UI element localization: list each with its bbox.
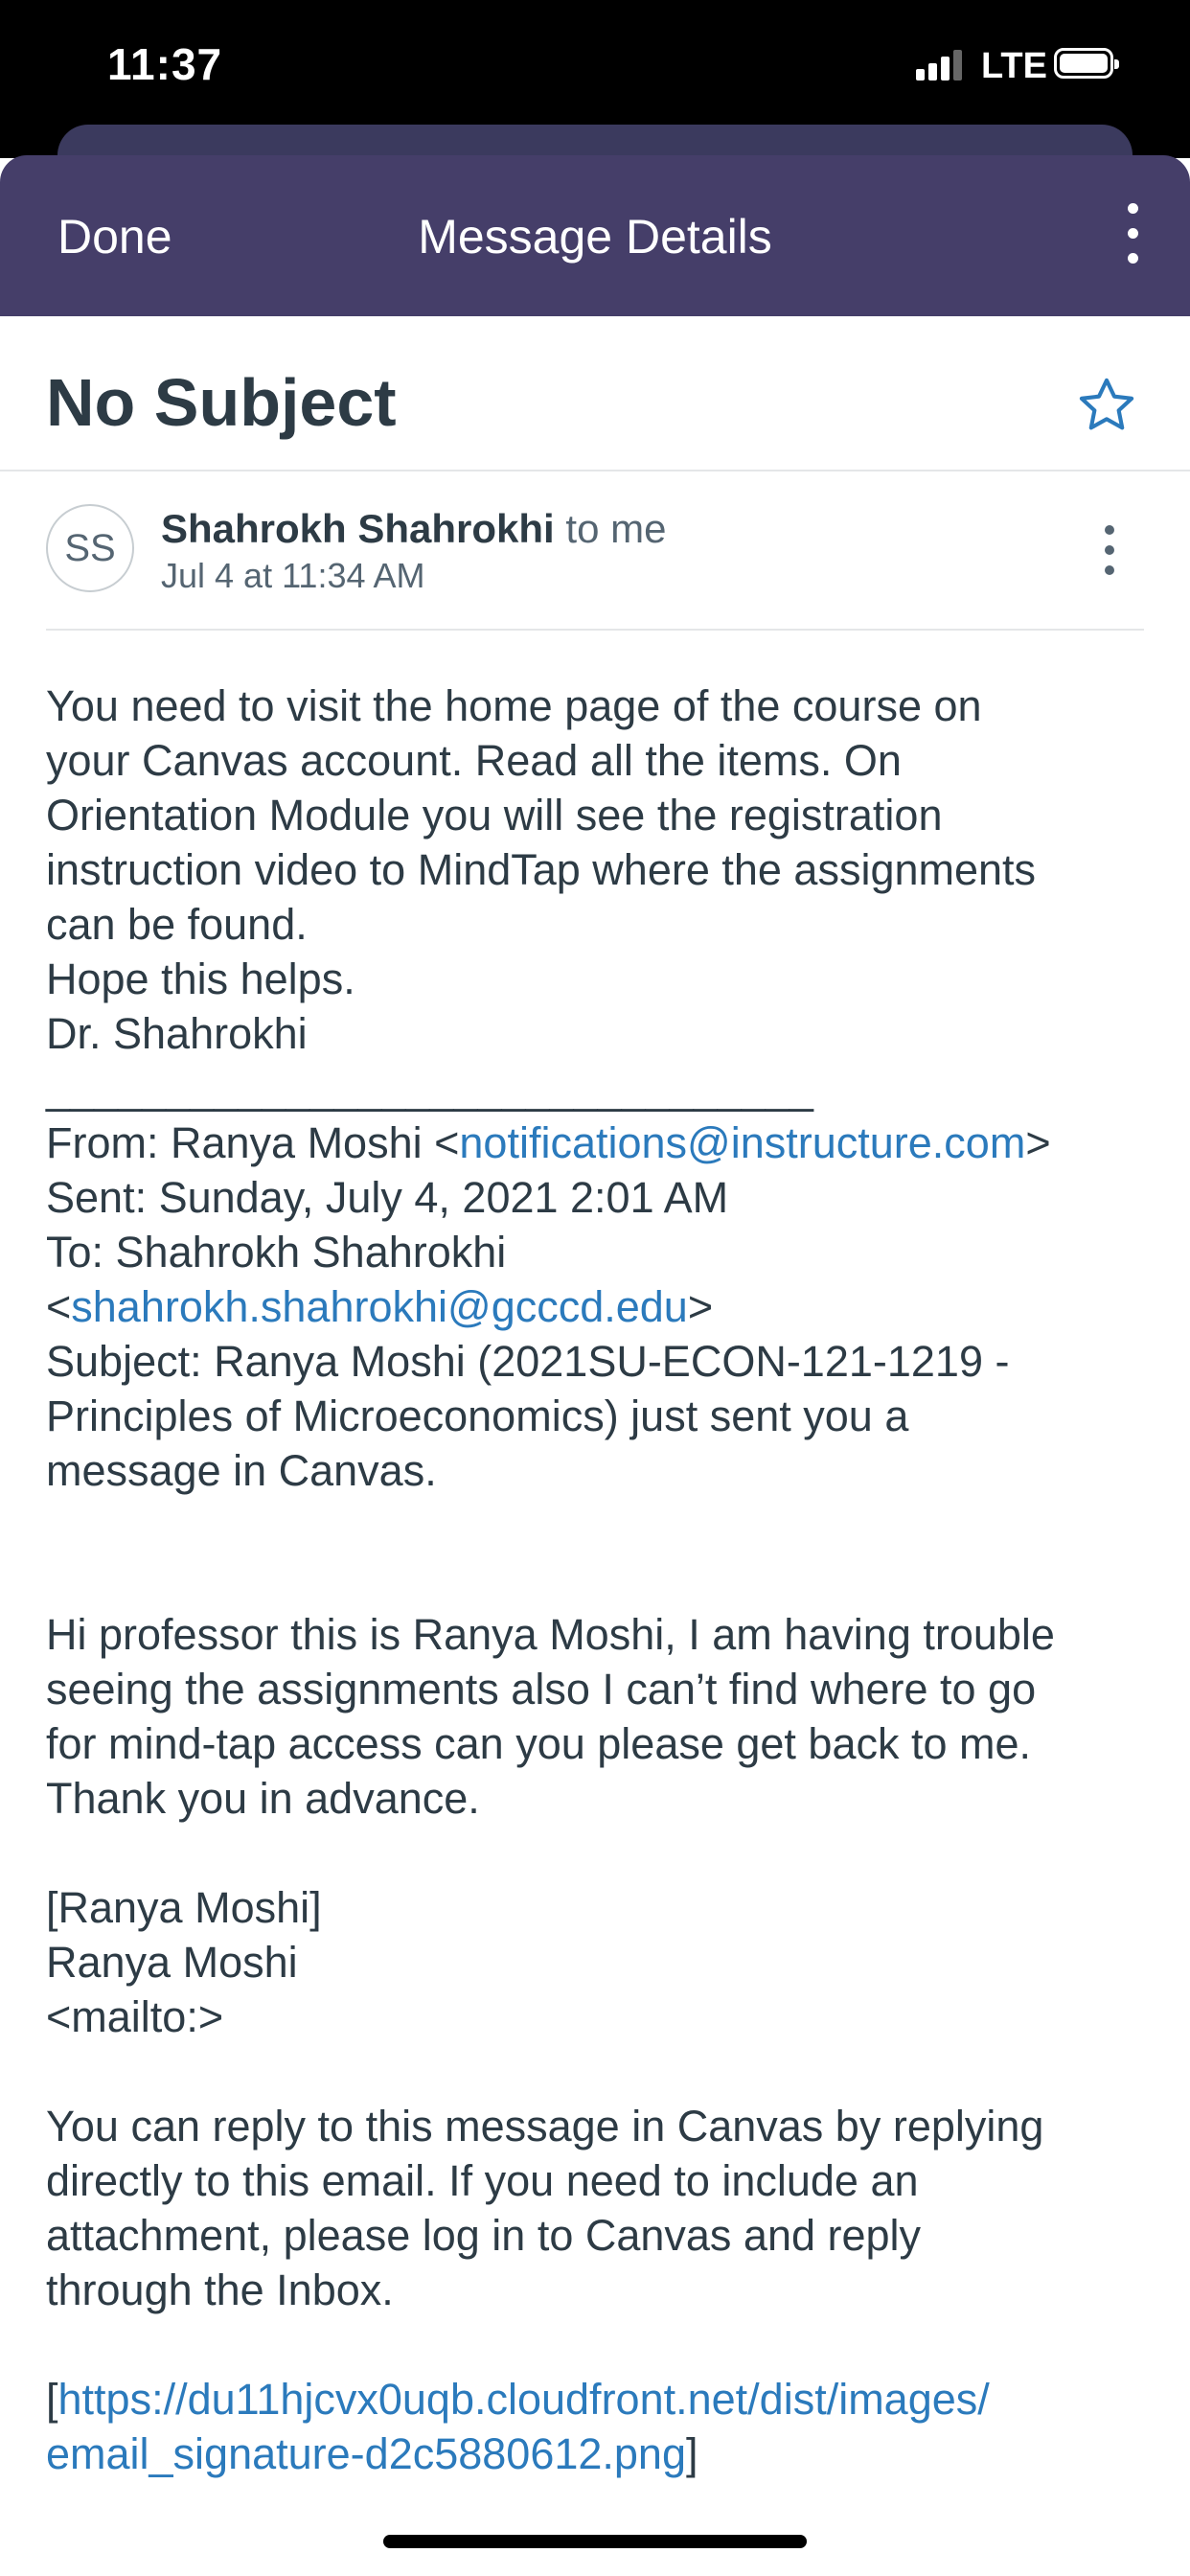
body-line: instruction video to MindTap where the assignments [46,845,1037,894]
student-line: Hi professor this is Ranya Moshi, I am having trouble [46,1610,1055,1659]
message-options-icon[interactable] [1100,525,1119,575]
from-suffix: > [1025,1118,1051,1167]
image-link-line [46,2426,1177,2481]
footer-line: directly to this email. If you need to include an [46,2156,919,2205]
to-email-line [46,1279,1177,1334]
status-time: 11:37 [107,39,223,89]
battery-icon [1054,48,1113,79]
done-button[interactable]: Done [57,210,172,264]
signature-line: [Ranya Moshi] [46,1883,322,1932]
message-date: Jul 4 at 11:34 AM [161,556,425,595]
spacer [46,1552,1177,1607]
footer-line: You can reply to this message in Canvas by replying [46,2102,1044,2150]
spacer [46,2317,1177,2372]
signature-line: Ranya Moshi [46,1938,298,1987]
message-subject: No Subject [46,365,397,440]
sender-name: Shahrokh Shahrokhi [161,506,555,551]
image-link-continued[interactable]: email_signature-d2c5880612.png [46,2429,686,2478]
signal-icon [916,48,964,80]
recipient-label: to me [565,506,667,551]
navigation-bar [0,155,1190,316]
to-suffix: > [687,1282,714,1331]
student-line: seeing the assignments also I can’t find where to go [46,1665,1037,1714]
subject-line: Subject: Ranya Moshi (2021SU-ECON-121-1219 - [46,1337,1010,1386]
network-type: LTE [981,46,1047,86]
nav-title: Message Details [418,210,772,264]
divider [46,629,1144,631]
star-icon[interactable] [1075,374,1138,437]
footer-line: through the Inbox. [46,2266,394,2314]
separator-line: ________________________________ [46,1064,813,1113]
body-line: can be found. [46,900,308,949]
sender-line [161,506,666,552]
spacer [46,1498,1177,1552]
sent-line: Sent: Sunday, July 4, 2021 2:01 AM [46,1173,729,1222]
image-link[interactable]: https://du11hjcvx0uqb.cloudfront.net/dist/images/ [57,2375,990,2424]
to-email-link[interactable]: shahrokh.shahrokhi@gcccd.edu [71,1282,688,1331]
student-line: for mind-tap access can you please get back to me. [46,1719,1032,1768]
image-link-line [46,2372,1177,2426]
more-options-icon[interactable] [1113,201,1152,266]
subject-row [0,316,1190,472]
spacer [46,1826,1177,1880]
body-line: You need to visit the home page of the course on [46,681,982,730]
signature-line: <mailto:> [46,1992,224,2041]
body-line: Orientation Module you will see the registration [46,791,943,840]
body-line: Hope this helps. [46,954,355,1003]
footer-line: attachment, please log in to Canvas and reply [46,2211,922,2260]
subject-line: message in Canvas. [46,1446,437,1495]
bracket-close: ] [686,2429,698,2478]
from-label: From: Ranya Moshi < [46,1118,460,1167]
home-indicator[interactable] [383,2535,807,2548]
from-email-link[interactable]: notifications@instructure.com [459,1118,1026,1167]
from-line [46,1116,1177,1170]
subject-line: Principles of Microeconomics) just sent you a [46,1392,909,1440]
body-line: Dr. Shahrokhi [46,1009,308,1058]
body-line: your Canvas account. Read all the items. On [46,736,902,785]
spacer [46,2044,1177,2099]
message-body [46,678,1177,2481]
avatar[interactable]: SS [46,504,134,592]
to-line: To: Shahrokh Shahrokhi [46,1228,507,1276]
to-prefix: < [46,1282,72,1331]
student-line: Thank you in advance. [46,1774,480,1823]
bracket-open: [ [46,2375,58,2424]
